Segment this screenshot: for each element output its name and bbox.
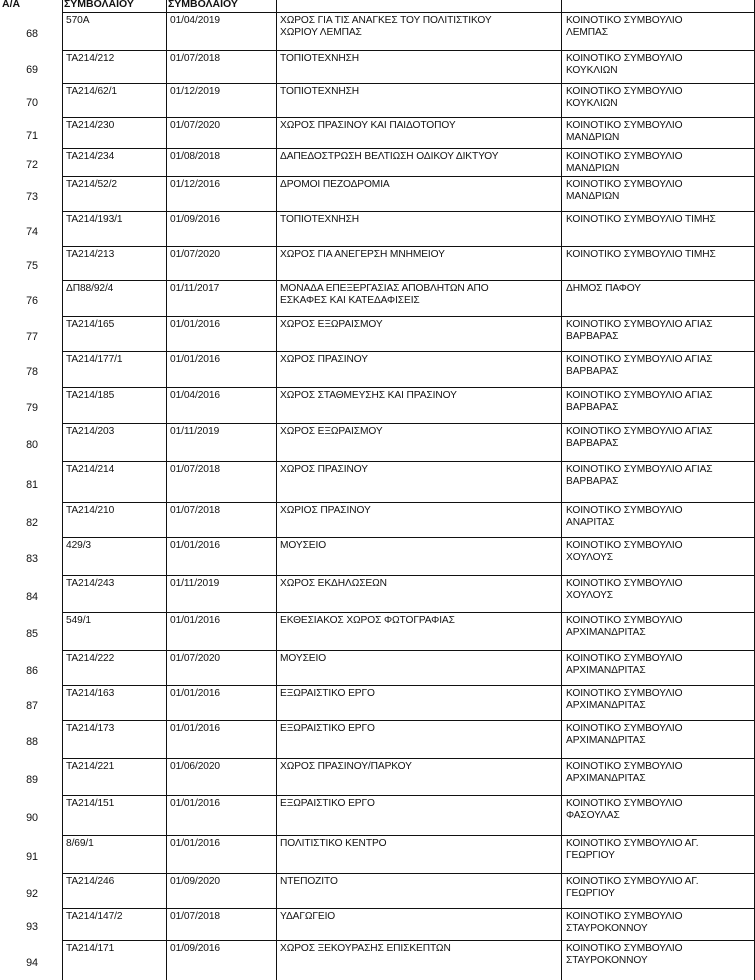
- contract-code: ΤΑ214/214: [66, 464, 115, 475]
- contract-code: 429/3: [66, 540, 91, 551]
- contract-code: ΤΑ214/222: [66, 653, 115, 664]
- authority: [566, 615, 682, 638]
- column-rule: [561, 0, 562, 980]
- authority-line: ΚΟΙΝΟΤΙΚΟ ΣΥΜΒΟΥΛΙΟ ΑΓ.: [566, 838, 699, 849]
- authority-line: ΚΟΙΝΟΤΙΚΟ ΣΥΜΒΟΥΛΙΟ: [566, 798, 683, 809]
- authority-line: ΚΟΙΝΟΤΙΚΟ ΣΥΜΒΟΥΛΙΟ ΑΓΙΑΣ: [566, 354, 713, 365]
- authority-line: ΑΡΧΙΜΑΝΔΡΙΤΑΣ: [566, 664, 646, 676]
- table-row: [0, 720, 755, 758]
- table-row: [0, 12, 755, 50]
- table-row: [0, 575, 755, 612]
- row-number: 90: [26, 812, 38, 824]
- contract-date: 01/01/2016: [170, 838, 220, 849]
- description: [280, 723, 375, 735]
- description-line: ΝΤΕΠΟΖΙΤΟ: [280, 876, 338, 887]
- authority-line: ΑΝΑΡΙΤΑΣ: [566, 516, 615, 528]
- description: [280, 615, 455, 627]
- row-number: 68: [26, 28, 38, 40]
- authority-line: ΚΟΙΝΟΤΙΚΟ ΣΥΜΒΟΥΛΙΟ: [566, 540, 683, 551]
- contract-code: ΤΑ214/210: [66, 505, 115, 516]
- contract-date: 01/12/2019: [170, 86, 220, 97]
- contract-date: 01/09/2016: [170, 214, 220, 225]
- description-line: ΕΚΘΕΣΙΑΚΟΣ ΧΩΡΟΣ ΦΩΤΟΓΡΑΦΙΑΣ: [280, 615, 455, 626]
- authority-line: ΚΟΙΝΟΤΙΚΟ ΣΥΜΒΟΥΛΙΟ: [566, 151, 683, 162]
- table-row: [0, 835, 755, 873]
- description-line: ΠΟΛΙΤΙΣΤΙΚΟ ΚΕΝΤΡΟ: [280, 838, 387, 849]
- description: [280, 319, 383, 331]
- contract-code: ΤΑ214/177/1: [66, 354, 123, 365]
- authority: [566, 540, 682, 563]
- authority: [566, 151, 682, 174]
- row-number: 73: [26, 190, 38, 203]
- description: [280, 390, 457, 402]
- contract-code: ΤΑ214/203: [66, 426, 115, 437]
- description-line: ΧΩΡΙΟΣ ΠΡΑΣΙΝΟΥ: [280, 505, 371, 516]
- contract-date: 01/07/2020: [170, 120, 220, 131]
- table-row: [0, 685, 755, 720]
- description-line: ΧΩΡΟΣ ΕΞΩΡΑΙΣΜΟΥ: [280, 319, 383, 330]
- description-line: ΔΡΟΜΟΙ ΠΕΖΟΔΡΟΜΙΑ: [280, 179, 390, 190]
- contract-code: ΤΑ214/234: [66, 151, 115, 162]
- authority-line: ΒΑΡΒΑΡΑΣ: [566, 401, 619, 413]
- description-line: ΧΩΡΟΣ ΕΚΔΗΛΩΣΕΩΝ: [280, 578, 387, 589]
- description-line: ΧΩΡΟΣ ΓΙΑ ΤΙΣ ΑΝΑΓΚΕΣ ΤΟΥ ΠΟΛΙΤΙΣΤΙΚΟΥ: [280, 15, 492, 26]
- table-row: [0, 50, 755, 83]
- authority: [566, 426, 712, 449]
- authority-line: ΚΟΙΝΟΤΙΚΟ ΣΥΜΒΟΥΛΙΟ: [566, 615, 683, 626]
- description-line: ΧΩΡΟΣ ΠΡΑΣΙΝΟΥ ΚΑΙ ΠΑΙΔΟΤΟΠΟΥ: [280, 120, 456, 131]
- authority-line: ΧΟΥΛΟΥΣ: [566, 589, 614, 601]
- authority: [566, 283, 641, 295]
- row-number: 71: [26, 129, 38, 142]
- contract-date: 01/04/2016: [170, 390, 220, 401]
- table-row: [0, 650, 755, 685]
- contract-code: 570A: [66, 15, 90, 26]
- authority-line: ΚΟΙΝΟΤΙΚΟ ΣΥΜΒΟΥΛΙΟ: [566, 723, 683, 734]
- description: [280, 688, 375, 700]
- table-row: [0, 117, 755, 148]
- description-line: ΤΟΠΙΟΤΕΧΝΗΣΗ: [280, 86, 360, 97]
- table-row: [0, 940, 755, 980]
- contract-code: ΤΑ214/221: [66, 761, 115, 772]
- table-row: [0, 612, 755, 650]
- authority: [566, 214, 716, 226]
- table-row: [0, 873, 755, 908]
- contract-date: 01/01/2016: [170, 798, 220, 809]
- contract-code: ΤΑ214/163: [66, 688, 115, 699]
- contract-date: 01/07/2020: [170, 653, 220, 664]
- authority: [566, 838, 698, 861]
- authority-line: ΚΟΙΝΟΤΙΚΟ ΣΥΜΒΟΥΛΙΟ: [566, 688, 683, 699]
- table-row: [0, 502, 755, 537]
- description-line: ΜΟΝΑΔΑ ΕΠΕΞΕΡΓΑΣΙΑΣ ΑΠΟΒΛΗΤΩΝ ΑΠΟ: [280, 283, 489, 294]
- authority-line: ΚΟΙΝΟΤΙΚΟ ΣΥΜΒΟΥΛΙΟ: [566, 53, 683, 64]
- row-number: 70: [26, 97, 38, 109]
- contract-code: ΤΑ214/52/2: [66, 179, 117, 190]
- row-number: 74: [26, 225, 38, 238]
- contract-code: ΤΑ214/246: [66, 876, 115, 887]
- row-number: 94: [26, 957, 38, 969]
- authority: [566, 943, 682, 966]
- authority-line: ΓΕΩΡΓΙΟΥ: [566, 887, 615, 899]
- contract-code: ΤΑ214/230: [66, 120, 115, 131]
- table-row: [0, 795, 755, 835]
- contract-date: 01/04/2019: [170, 15, 220, 26]
- description: [280, 179, 390, 191]
- description-line: ΧΩΡΟΣ ΣΤΑΘΜΕΥΣΗΣ ΚΑΙ ΠΡΑΣΙΝΟΥ: [280, 390, 457, 401]
- authority: [566, 390, 712, 413]
- authority-line: ΓΕΩΡΓΙΟΥ: [566, 849, 615, 861]
- authority-line: ΜΑΝΔΡΙΩΝ: [566, 131, 620, 143]
- description-line: ΧΩΡΟΣ ΕΞΩΡΑΙΣΜΟΥ: [280, 426, 383, 437]
- description-line: ΕΞΩΡΑΙΣΤΙΚΟ ΕΡΓΟ: [280, 798, 375, 809]
- authority: [566, 464, 712, 487]
- authority-line: ΒΑΡΒΑΡΑΣ: [566, 437, 619, 449]
- contract-date: 01/09/2020: [170, 876, 220, 887]
- authority: [566, 86, 682, 109]
- authority: [566, 798, 682, 821]
- description: [280, 464, 368, 476]
- description: [280, 249, 445, 261]
- row-number: 77: [26, 330, 38, 343]
- row-number: 72: [26, 159, 38, 171]
- row-number: 79: [26, 402, 38, 414]
- authority-line: ΚΟΙΝΟΤΙΚΟ ΣΥΜΒΟΥΛΙΟ: [566, 179, 683, 190]
- authority-line: ΚΟΙΝΟΤΙΚΟ ΣΥΜΒΟΥΛΙΟ ΑΓΙΑΣ: [566, 464, 713, 475]
- contract-code: ΤΑ214/212: [66, 53, 115, 64]
- contract-code: ΔΠ88/92/4: [66, 283, 114, 294]
- table-row: [0, 176, 755, 211]
- authority-line: ΣΤΑΥΡΟΚΟΝΝΟΥ: [566, 922, 648, 934]
- authority: [566, 249, 716, 261]
- column-rule: [276, 0, 277, 980]
- description-line: ΕΞΩΡΑΙΣΤΙΚΟ ΕΡΓΟ: [280, 688, 375, 699]
- description-line: ΜΟΥΣΕΙΟ: [280, 653, 327, 664]
- description-line: ΕΣΚΑΦΕΣ ΚΑΙ ΚΑΤΕΔΑΦΙΣΕΙΣ: [280, 294, 420, 306]
- table-header: [0, 0, 755, 12]
- description-line: ΕΞΩΡΑΙΣΤΙΚΟ ΕΡΓΟ: [280, 723, 375, 734]
- authority: [566, 120, 682, 143]
- authority: [566, 578, 682, 601]
- contract-date: 01/01/2016: [170, 319, 220, 330]
- contract-date: 01/07/2018: [170, 53, 220, 64]
- authority: [566, 876, 698, 899]
- column-rule: [166, 0, 167, 980]
- authority-line: ΚΟΙΝΟΤΙΚΟ ΣΥΜΒΟΥΛΙΟ: [566, 120, 683, 131]
- authority-line: ΒΑΡΒΑΡΑΣ: [566, 330, 619, 342]
- contract-date: 01/01/2016: [170, 688, 220, 699]
- description-line: ΧΩΡΙΟΥ ΛΕΜΠΑΣ: [280, 26, 362, 38]
- authority-line: ΑΡΧΙΜΑΝΔΡΙΤΑΣ: [566, 772, 646, 784]
- table-row: [0, 351, 755, 387]
- description-line: ΧΩΡΟΣ ΞΕΚΟΥΡΑΣΗΣ ΕΠΙΣΚΕΠΤΩΝ: [280, 943, 451, 954]
- table-row: [0, 246, 755, 280]
- table-row: [0, 280, 755, 316]
- row-number: 80: [26, 439, 38, 451]
- authority-line: ΚΟΙΝΟΤΙΚΟ ΣΥΜΒΟΥΛΙΟ: [566, 761, 683, 772]
- authority-line: ΚΟΙΝΟΤΙΚΟ ΣΥΜΒΟΥΛΙΟ: [566, 911, 683, 922]
- description: [280, 653, 326, 665]
- description: [280, 838, 386, 850]
- contract-code: ΤΑ214/173: [66, 723, 115, 734]
- row-number: 78: [26, 366, 38, 378]
- description-line: ΧΩΡΟΣ ΠΡΑΣΙΝΟΥ: [280, 354, 368, 365]
- description-line: ΧΩΡΟΣ ΠΡΑΣΙΝΟΥ/ΠΑΡΚΟΥ: [280, 761, 412, 772]
- row-number: 87: [26, 699, 38, 712]
- authority-line: ΑΡΧΙΜΑΝΔΡΙΤΑΣ: [566, 626, 646, 638]
- table-row: [0, 211, 755, 246]
- row-number: 85: [26, 628, 38, 640]
- authority-line: ΚΟΙΝΟΤΙΚΟ ΣΥΜΒΟΥΛΙΟ: [566, 578, 683, 589]
- contract-code: ΤΑ214/147/2: [66, 911, 123, 922]
- table-row: [0, 908, 755, 940]
- authority: [566, 354, 712, 377]
- contract-date: 01/07/2018: [170, 464, 220, 475]
- description-line: ΤΟΠΙΟΤΕΧΝΗΣΗ: [280, 53, 360, 64]
- row-number: 89: [26, 773, 38, 786]
- contract-date: 01/09/2016: [170, 943, 220, 954]
- description: [280, 283, 489, 306]
- contract-date: 01/12/2016: [170, 179, 220, 190]
- row-number: 91: [26, 851, 38, 863]
- authority-line: ΚΟΙΝΟΤΙΚΟ ΣΥΜΒΟΥΛΙΟ ΑΓΙΑΣ: [566, 426, 713, 437]
- table-row: [0, 316, 755, 351]
- table-row: [0, 537, 755, 575]
- authority-line: ΚΟΙΝΟΤΙΚΟ ΣΥΜΒΟΥΛΙΟ ΑΓ.: [566, 876, 699, 887]
- contract-code: ΤΑ214/165: [66, 319, 115, 330]
- authority-line: ΚΟΙΝΟΤΙΚΟ ΣΥΜΒΟΥΛΙΟ: [566, 15, 683, 26]
- authority-line: ΚΟΙΝΟΤΙΚΟ ΣΥΜΒΟΥΛΙΟ: [566, 653, 683, 664]
- description-line: ΥΔΑΓΩΓΕΙΟ: [280, 911, 336, 922]
- contract-date: 01/07/2018: [170, 505, 220, 516]
- row-number: 92: [26, 887, 38, 900]
- row-number: 88: [26, 736, 38, 748]
- contract-code: ΤΑ214/151: [66, 798, 115, 809]
- description: [280, 53, 359, 65]
- table-row: [0, 423, 755, 461]
- header-contract-code: ΣΥΜΒΟΛΑΙΟΥ: [64, 0, 134, 10]
- authority-line: ΧΟΥΛΟΥΣ: [566, 551, 614, 563]
- authority-line: ΚΟΙΝΟΤΙΚΟ ΣΥΜΒΟΥΛΙΟ ΑΓΙΑΣ: [566, 390, 713, 401]
- row-number: 75: [26, 260, 38, 272]
- authority: [566, 688, 682, 711]
- authority-line: ΒΑΡΒΑΡΑΣ: [566, 365, 619, 377]
- authority-line: ΦΑΣΟΥΛΑΣ: [566, 809, 620, 821]
- authority: [566, 911, 682, 934]
- table-row: [0, 387, 755, 423]
- authority: [566, 761, 682, 784]
- row-number: 81: [26, 478, 38, 491]
- contract-code: ΤΑ214/171: [66, 943, 115, 954]
- table-row: [0, 83, 755, 117]
- description: [280, 876, 338, 888]
- contract-code: ΤΑ214/213: [66, 249, 115, 260]
- row-number: 83: [26, 553, 38, 565]
- authority: [566, 179, 682, 202]
- contract-date: 01/11/2019: [170, 578, 220, 589]
- authority-line: ΚΟΙΝΟΤΙΚΟ ΣΥΜΒΟΥΛΙΟ ΤΙΜΗΣ: [566, 214, 716, 225]
- authority-line: ΚΟΙΝΟΤΙΚΟ ΣΥΜΒΟΥΛΙΟ: [566, 505, 683, 516]
- description: [280, 15, 492, 38]
- table-row: [0, 148, 755, 176]
- contract-code: 8/69/1: [66, 838, 94, 849]
- contract-code: ΤΑ214/185: [66, 390, 115, 401]
- header-contract-date: ΣΥΜΒΟΛΑΙΟΥ: [168, 0, 238, 10]
- row-number: 69: [26, 63, 38, 76]
- description-line: ΧΩΡΟΣ ΠΡΑΣΙΝΟΥ: [280, 464, 368, 475]
- authority-line: ΜΑΝΔΡΙΩΝ: [566, 190, 620, 202]
- row-number: 93: [26, 921, 38, 933]
- description: [280, 578, 387, 590]
- description: [280, 943, 451, 955]
- authority-line: ΣΤΑΥΡΟΚΟΝΝΟΥ: [566, 954, 648, 966]
- row-number: 76: [26, 295, 38, 307]
- description: [280, 911, 335, 923]
- column-rule: [62, 0, 63, 980]
- description: [280, 798, 375, 810]
- description-line: ΤΟΠΙΟΤΕΧΝΗΣΗ: [280, 214, 360, 225]
- authority: [566, 723, 682, 746]
- description: [280, 151, 498, 163]
- contract-date: 01/07/2020: [170, 249, 220, 260]
- authority-line: ΚΟΙΝΟΤΙΚΟ ΣΥΜΒΟΥΛΙΟ: [566, 86, 683, 97]
- contract-date: 01/01/2016: [170, 540, 220, 551]
- authority-line: ΜΑΝΔΡΙΩΝ: [566, 162, 620, 174]
- row-number: 84: [26, 590, 38, 603]
- authority-line: ΑΡΧΙΜΑΝΔΡΙΤΑΣ: [566, 734, 646, 746]
- header-aa: Α/Α: [2, 0, 21, 10]
- description: [280, 426, 383, 438]
- description: [280, 540, 326, 552]
- contract-date: 01/11/2019: [170, 426, 220, 437]
- contract-date: 01/01/2016: [170, 615, 220, 626]
- authority-line: ΚΟΥΚΛΙΩΝ: [566, 97, 618, 109]
- description: [280, 354, 368, 366]
- description: [280, 761, 412, 773]
- authority-line: ΚΟΙΝΟΤΙΚΟ ΣΥΜΒΟΥΛΙΟ ΑΓΙΑΣ: [566, 319, 713, 330]
- authority-line: ΚΟΙΝΟΤΙΚΟ ΣΥΜΒΟΥΛΙΟ: [566, 943, 683, 954]
- description-line: ΔΑΠΕΔΟΣΤΡΩΣΗ ΒΕΛΤΙΩΣΗ ΟΔΙΚΟΥ ΔΙΚΤΥΟΥ: [280, 151, 499, 162]
- description-line: ΧΩΡΟΣ ΓΙΑ ΑΝΕΓΕΡΣΗ ΜΝΗΜΕΙΟΥ: [280, 249, 445, 260]
- authority: [566, 15, 682, 38]
- authority-line: ΔΗΜΟΣ ΠΑΦΟΥ: [566, 283, 641, 294]
- contract-date: 01/01/2016: [170, 723, 220, 734]
- table-row: [0, 758, 755, 795]
- description-line: ΜΟΥΣΕΙΟ: [280, 540, 327, 551]
- authority: [566, 319, 712, 342]
- contract-code: 549/1: [66, 615, 91, 626]
- contract-code: ΤΑ214/243: [66, 578, 115, 589]
- authority-line: ΚΟΥΚΛΙΩΝ: [566, 64, 618, 76]
- contract-date: 01/11/2017: [170, 283, 220, 294]
- authority-line: ΑΡΧΙΜΑΝΔΡΙΤΑΣ: [566, 699, 646, 711]
- authority: [566, 653, 682, 676]
- contract-date: 01/06/2020: [170, 761, 220, 772]
- description: [280, 86, 359, 98]
- row-number: 82: [26, 516, 38, 529]
- description: [280, 505, 371, 517]
- authority-line: ΚΟΙΝΟΤΙΚΟ ΣΥΜΒΟΥΛΙΟ ΤΙΜΗΣ: [566, 249, 716, 260]
- authority: [566, 53, 682, 76]
- authority-line: ΒΑΡΒΑΡΑΣ: [566, 475, 619, 487]
- row-number: 86: [26, 664, 38, 677]
- contract-date: 01/07/2018: [170, 911, 220, 922]
- contract-code: ΤΑ214/193/1: [66, 214, 123, 225]
- authority: [566, 505, 682, 528]
- authority-line: ΛΕΜΠΑΣ: [566, 26, 608, 38]
- contract-date: 01/01/2016: [170, 354, 220, 365]
- contract-date: 01/08/2018: [170, 151, 220, 162]
- description: [280, 214, 359, 226]
- table-row: [0, 461, 755, 502]
- description: [280, 120, 456, 132]
- contract-code: ΤΑ214/62/1: [66, 86, 117, 97]
